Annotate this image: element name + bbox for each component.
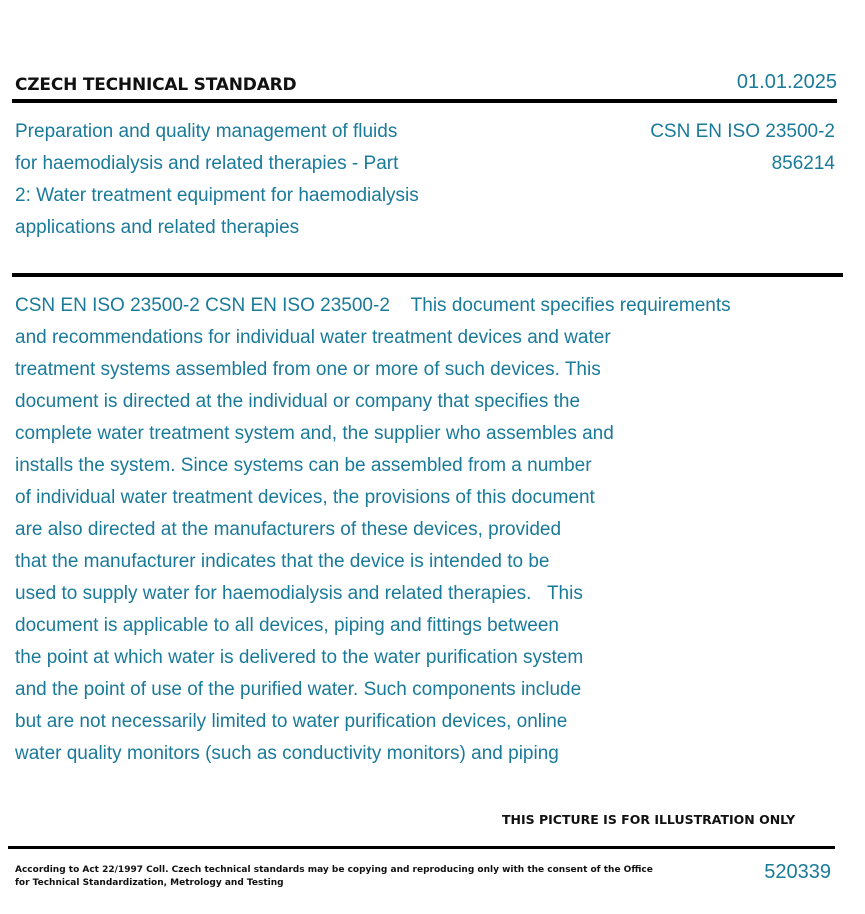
standard-code: CSN EN ISO 23500-2 856214 (650, 121, 835, 174)
document-title: Preparation and quality management of fluids for haemodialysis and related therapies - Part 2: Water treatment equipment for haemodialysis applications and related therapies (15, 121, 419, 238)
catalog-number: 520339 (764, 861, 831, 883)
title-divider (12, 273, 843, 277)
illustration-notice: THIS PICTURE IS FOR ILLUSTRATION ONLY (502, 812, 796, 827)
document-abstract: CSN EN ISO 23500-2 CSN EN ISO 23500-2 This document specifies requirements and recommendations for individual water treatment devices and water treatment systems assembled from one or more of such devices. This document is directed at the individual or company that specifies the complete water treatment system and, the supplier who assembles and installs the system. Since systems can be assembled from a number of individual water treatment devices, the provisions of this document are also directed at the manufacturers of these devices, provided that the manufacturer indicates that the device is intended to be used to supply water for haemodialysis and related therapies. This document is applicable to all devices, piping and fittings between the point at which water is delivered to the water purification system and the point of use of the purified water. Such components include but are not necessarily limited to water purification devices, online water quality monitors (such as conductivity monitors) and piping (15, 295, 731, 764)
publication-date: 01.01.2025 (736, 71, 837, 93)
header-title: CZECH TECHNICAL STANDARD (15, 75, 297, 95)
legal-notice: According to Act 22/1997 Coll. Czech technical standards may be copying and reproducing only with the consent of the Office for Technical Standardization, Metrology and Testing (15, 865, 653, 888)
footer-divider (8, 846, 835, 849)
header-divider (12, 99, 837, 103)
